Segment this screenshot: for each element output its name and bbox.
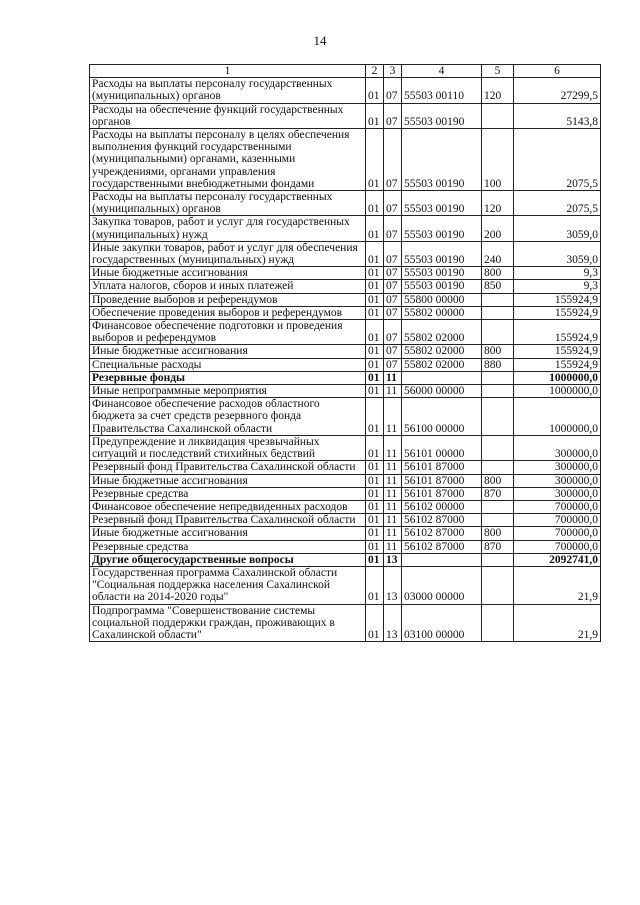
row-amount: 155924,9	[514, 358, 601, 371]
row-expense-type	[482, 553, 514, 566]
row-target-article: 56000 00000	[402, 385, 482, 398]
header-col-6: 6	[514, 65, 601, 78]
row-amount: 700000,0	[514, 540, 601, 553]
row-target-article: 55802 02000	[402, 358, 482, 371]
row-amount: 155924,9	[514, 345, 601, 358]
row-expense-type	[482, 320, 514, 345]
row-target-article: 55503 00190	[402, 267, 482, 280]
row-expense-type: 850	[482, 280, 514, 293]
row-target-article: 03100 00000	[402, 604, 482, 642]
row-section: 01	[366, 280, 384, 293]
row-target-article: 56102 87000	[402, 527, 482, 540]
row-target-article: 55802 02000	[402, 320, 482, 345]
row-name: Резервные средства	[90, 487, 366, 500]
row-subsection: 07	[384, 280, 402, 293]
table-row	[90, 514, 601, 527]
row-subsection: 11	[384, 527, 402, 540]
row-name: Обеспечение проведения выборов и референдумов	[90, 306, 366, 319]
row-expense-type: 800	[482, 345, 514, 358]
table-row	[90, 267, 601, 280]
row-amount: 1000000,0	[514, 371, 601, 384]
row-amount: 300000,0	[514, 487, 601, 500]
row-section: 01	[366, 474, 384, 487]
row-subsection: 11	[384, 461, 402, 474]
row-target-article: 55503 00190	[402, 216, 482, 241]
table-row	[90, 345, 601, 358]
row-name: Расходы на выплаты персоналу государственных (муниципальных) органов	[90, 78, 366, 103]
row-amount: 1000000,0	[514, 398, 601, 436]
row-expense-type	[482, 371, 514, 384]
row-expense-type	[482, 385, 514, 398]
row-amount: 300000,0	[514, 461, 601, 474]
row-section: 01	[366, 320, 384, 345]
row-subsection: 07	[384, 241, 402, 266]
row-section: 01	[366, 461, 384, 474]
row-subsection: 07	[384, 293, 402, 306]
row-name: Иные бюджетные ассигнования	[90, 345, 366, 358]
row-name: Резервный фонд Правительства Сахалинской области	[90, 461, 366, 474]
row-section: 01	[366, 267, 384, 280]
row-name: Уплата налогов, сборов и иных платежей	[90, 280, 366, 293]
row-expense-type	[482, 103, 514, 128]
row-section: 01	[366, 487, 384, 500]
row-expense-type: 120	[482, 191, 514, 216]
row-subsection: 07	[384, 320, 402, 345]
row-subsection: 07	[384, 306, 402, 319]
budget-table	[89, 64, 601, 642]
row-subsection: 07	[384, 216, 402, 241]
row-amount: 155924,9	[514, 306, 601, 319]
table-row	[90, 500, 601, 513]
row-expense-type	[482, 398, 514, 436]
row-section: 01	[366, 241, 384, 266]
row-section: 01	[366, 566, 384, 604]
row-expense-type: 870	[482, 487, 514, 500]
row-section: 01	[366, 129, 384, 191]
row-target-article: 56101 87000	[402, 461, 482, 474]
row-amount: 27299,5	[514, 78, 601, 103]
row-subsection: 13	[384, 566, 402, 604]
row-expense-type: 800	[482, 267, 514, 280]
row-subsection: 11	[384, 474, 402, 487]
row-section: 01	[366, 191, 384, 216]
row-amount: 3059,0	[514, 216, 601, 241]
table-row	[90, 604, 601, 642]
row-section: 01	[366, 398, 384, 436]
row-name: Иные непрограммные мероприятия	[90, 385, 366, 398]
table-row	[90, 103, 601, 128]
row-target-article	[402, 553, 482, 566]
table-row	[90, 216, 601, 241]
row-expense-type: 870	[482, 540, 514, 553]
row-name: Резервные средства	[90, 540, 366, 553]
row-target-article: 56101 00000	[402, 435, 482, 460]
row-target-article: 55503 00190	[402, 103, 482, 128]
table-row	[90, 280, 601, 293]
row-expense-type: 240	[482, 241, 514, 266]
row-amount: 21,9	[514, 566, 601, 604]
row-name: Специальные расходы	[90, 358, 366, 371]
row-subsection: 07	[384, 191, 402, 216]
row-target-article: 55503 00190	[402, 241, 482, 266]
table-row	[90, 78, 601, 103]
row-target-article: 03000 00000	[402, 566, 482, 604]
row-name: Финансовое обеспечение расходов областного бюджета за счет средств резервного фонда Правительства Сахалинской области	[90, 398, 366, 436]
row-amount: 5143,8	[514, 103, 601, 128]
header-col-5: 5	[482, 65, 514, 78]
row-expense-type	[482, 461, 514, 474]
row-amount: 2075,5	[514, 129, 601, 191]
row-target-article: 56100 00000	[402, 398, 482, 436]
row-target-article: 55802 02000	[402, 345, 482, 358]
row-expense-type	[482, 514, 514, 527]
table-row	[90, 191, 601, 216]
row-name: Иные закупки товаров, работ и услуг для обеспечения государственных (муниципальных) нужд	[90, 241, 366, 266]
header-col-2: 2	[366, 65, 384, 78]
row-name: Расходы на выплаты персоналу государственных (муниципальных) органов	[90, 191, 366, 216]
row-section: 01	[366, 435, 384, 460]
row-section: 01	[366, 78, 384, 103]
row-section: 01	[366, 345, 384, 358]
table-row	[90, 241, 601, 266]
row-name: Иные бюджетные ассигнования	[90, 527, 366, 540]
row-expense-type: 800	[482, 474, 514, 487]
row-amount: 155924,9	[514, 320, 601, 345]
table-row	[90, 398, 601, 436]
table-row	[90, 461, 601, 474]
row-amount: 3059,0	[514, 241, 601, 266]
row-name: Проведение выборов и референдумов	[90, 293, 366, 306]
row-section: 01	[366, 293, 384, 306]
table-row	[90, 371, 601, 384]
row-expense-type	[482, 604, 514, 642]
row-subsection: 07	[384, 267, 402, 280]
row-target-article: 56101 87000	[402, 474, 482, 487]
row-amount: 700000,0	[514, 500, 601, 513]
row-subsection: 13	[384, 553, 402, 566]
table-row	[90, 358, 601, 371]
row-target-article: 56102 87000	[402, 540, 482, 553]
row-amount: 700000,0	[514, 527, 601, 540]
row-section: 01	[366, 540, 384, 553]
table-row	[90, 474, 601, 487]
row-section: 01	[366, 216, 384, 241]
table-row	[90, 435, 601, 460]
row-section: 01	[366, 527, 384, 540]
row-subsection: 11	[384, 385, 402, 398]
row-name: Подпрограмма "Совершенствование системы социальной поддержки граждан, проживающих в Сахалинской области"	[90, 604, 366, 642]
row-name: Государственная программа Сахалинской области "Социальная поддержка населения Сахалинской области на 2014-2020 годы"	[90, 566, 366, 604]
row-amount: 700000,0	[514, 514, 601, 527]
table-row	[90, 385, 601, 398]
row-expense-type	[482, 500, 514, 513]
row-amount: 300000,0	[514, 435, 601, 460]
row-expense-type	[482, 306, 514, 319]
header-col-3: 3	[384, 65, 402, 78]
table-row	[90, 487, 601, 500]
row-subsection: 11	[384, 514, 402, 527]
row-name: Иные бюджетные ассигнования	[90, 267, 366, 280]
row-target-article: 55503 00110	[402, 78, 482, 103]
row-expense-type	[482, 435, 514, 460]
row-subsection: 07	[384, 78, 402, 103]
row-name: Закупка товаров, работ и услуг для государственных (муниципальных) нужд	[90, 216, 366, 241]
row-expense-type: 800	[482, 527, 514, 540]
page-number: 14	[313, 33, 327, 48]
row-expense-type: 100	[482, 129, 514, 191]
row-amount: 21,9	[514, 604, 601, 642]
row-subsection: 11	[384, 500, 402, 513]
header-row	[90, 65, 601, 78]
row-section: 01	[366, 553, 384, 566]
row-expense-type: 200	[482, 216, 514, 241]
row-amount: 155924,9	[514, 293, 601, 306]
row-expense-type: 120	[482, 78, 514, 103]
row-section: 01	[366, 358, 384, 371]
row-target-article: 55503 00190	[402, 280, 482, 293]
row-subsection: 07	[384, 129, 402, 191]
row-subsection: 11	[384, 487, 402, 500]
row-target-article: 55503 00190	[402, 191, 482, 216]
header-col-4: 4	[402, 65, 482, 78]
row-name: Финансовое обеспечение подготовки и проведения выборов и референдумов	[90, 320, 366, 345]
row-target-article: 55802 00000	[402, 306, 482, 319]
row-subsection: 11	[384, 398, 402, 436]
row-name: Другие общегосударственные вопросы	[90, 553, 366, 566]
row-section: 01	[366, 306, 384, 319]
row-amount: 9,3	[514, 267, 601, 280]
row-target-article: 55800 00000	[402, 293, 482, 306]
table-row	[90, 306, 601, 319]
row-amount: 1000000,0	[514, 385, 601, 398]
table-row	[90, 320, 601, 345]
row-section: 01	[366, 371, 384, 384]
table-row	[90, 553, 601, 566]
table-row	[90, 540, 601, 553]
row-amount: 9,3	[514, 280, 601, 293]
row-amount: 300000,0	[514, 474, 601, 487]
row-subsection: 07	[384, 345, 402, 358]
row-subsection: 07	[384, 358, 402, 371]
row-section: 01	[366, 385, 384, 398]
table-body	[90, 78, 601, 642]
row-subsection: 07	[384, 103, 402, 128]
row-subsection: 11	[384, 371, 402, 384]
row-name: Финансовое обеспечение непредвиденных расходов	[90, 500, 366, 513]
row-name: Расходы на выплаты персоналу в целях обеспечения выполнения функций государственными (муниципальными) органами, казенными учреждениями, органами управления государственными внебюджетными фондами	[90, 129, 366, 191]
row-subsection: 11	[384, 435, 402, 460]
row-amount: 2075,5	[514, 191, 601, 216]
row-expense-type	[482, 293, 514, 306]
table-row	[90, 527, 601, 540]
table-row	[90, 566, 601, 604]
row-subsection: 11	[384, 540, 402, 553]
row-name: Расходы на обеспечение функций государственных органов	[90, 103, 366, 128]
row-amount: 2092741,0	[514, 553, 601, 566]
row-name: Иные бюджетные ассигнования	[90, 474, 366, 487]
row-section: 01	[366, 500, 384, 513]
row-section: 01	[366, 604, 384, 642]
row-name: Резервные фонды	[90, 371, 366, 384]
row-name: Предупреждение и ликвидация чрезвычайных ситуаций и последствий стихийных бедствий	[90, 435, 366, 460]
row-section: 01	[366, 103, 384, 128]
table-row	[90, 293, 601, 306]
table-row	[90, 129, 601, 191]
row-expense-type: 880	[482, 358, 514, 371]
row-target-article: 55503 00190	[402, 129, 482, 191]
row-expense-type	[482, 566, 514, 604]
row-target-article	[402, 371, 482, 384]
header-col-1: 1	[90, 65, 366, 78]
row-name: Резервный фонд Правительства Сахалинской области	[90, 514, 366, 527]
row-target-article: 56102 00000	[402, 500, 482, 513]
row-target-article: 56101 87000	[402, 487, 482, 500]
row-section: 01	[366, 514, 384, 527]
row-target-article: 56102 87000	[402, 514, 482, 527]
row-subsection: 13	[384, 604, 402, 642]
